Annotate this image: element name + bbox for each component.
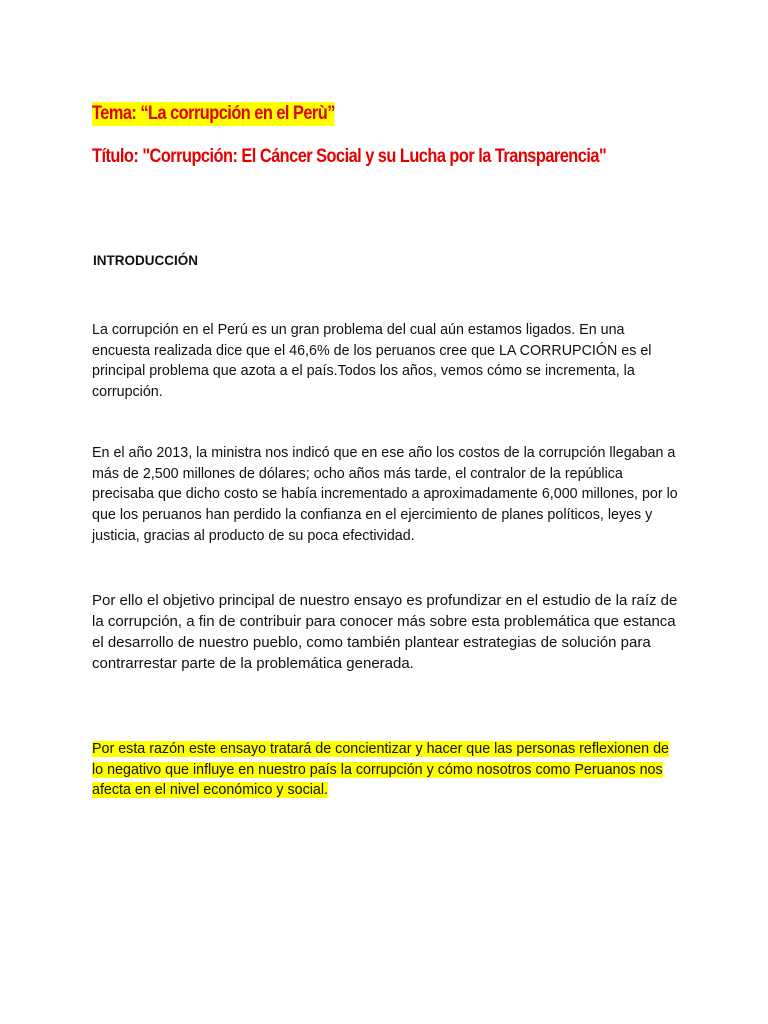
paragraph-4-container — [92, 739, 682, 801]
paragraph-1: La corrupción en el Perú es un gran problema del cual aún estamos ligados. En una encuesta realizada dice que el 46,6% de los peruanos cree que LA CORRUPCIÓN es el principal problema que azota a el país.Todos los años, vemos cómo se incrementa, la corrupción. — [92, 322, 652, 401]
titulo-heading: Título: "Corrupción: El Cáncer Social y su Lucha por la Transparencia" — [92, 146, 607, 167]
introduction-heading: INTRODUCCIÓN — [93, 253, 198, 268]
tema-heading: Tema: “La corrupción en el Perù” — [92, 103, 335, 124]
paragraph-4-highlighted: Por esta razón este ensayo tratará de concientizar y hacer que las personas reflexionen de lo negativo que influye en nuestro país la corrupción y cómo nosotros como Peruanos nos afecta en el nivel económico y social. — [92, 741, 669, 799]
paragraph-2: En el año 2013, la ministra nos indicó que en ese año los costos de la corrupción llegaban a más de 2,500 millones de dólares; ocho años más tarde, el contralor de la república precisaba que dicho costo se había incrementado a aproximadamente 6,000 millones, por lo que los peruanos han perdido la confianza en el ejercimiento de planes políticos, leyes y justicia, gracias al producto de su poca efectividad. — [92, 445, 678, 544]
paragraph-3: Por ello el objetivo principal de nuestro ensayo es profundizar en el estudio de la raíz de la corrupción, a fin de contribuir para conocer más sobre esta problemática que estanca el desarrollo de nuestro pueblo, como también plantear estrategias de solución para contrarrestar parte de la problemática generada. — [92, 592, 678, 672]
